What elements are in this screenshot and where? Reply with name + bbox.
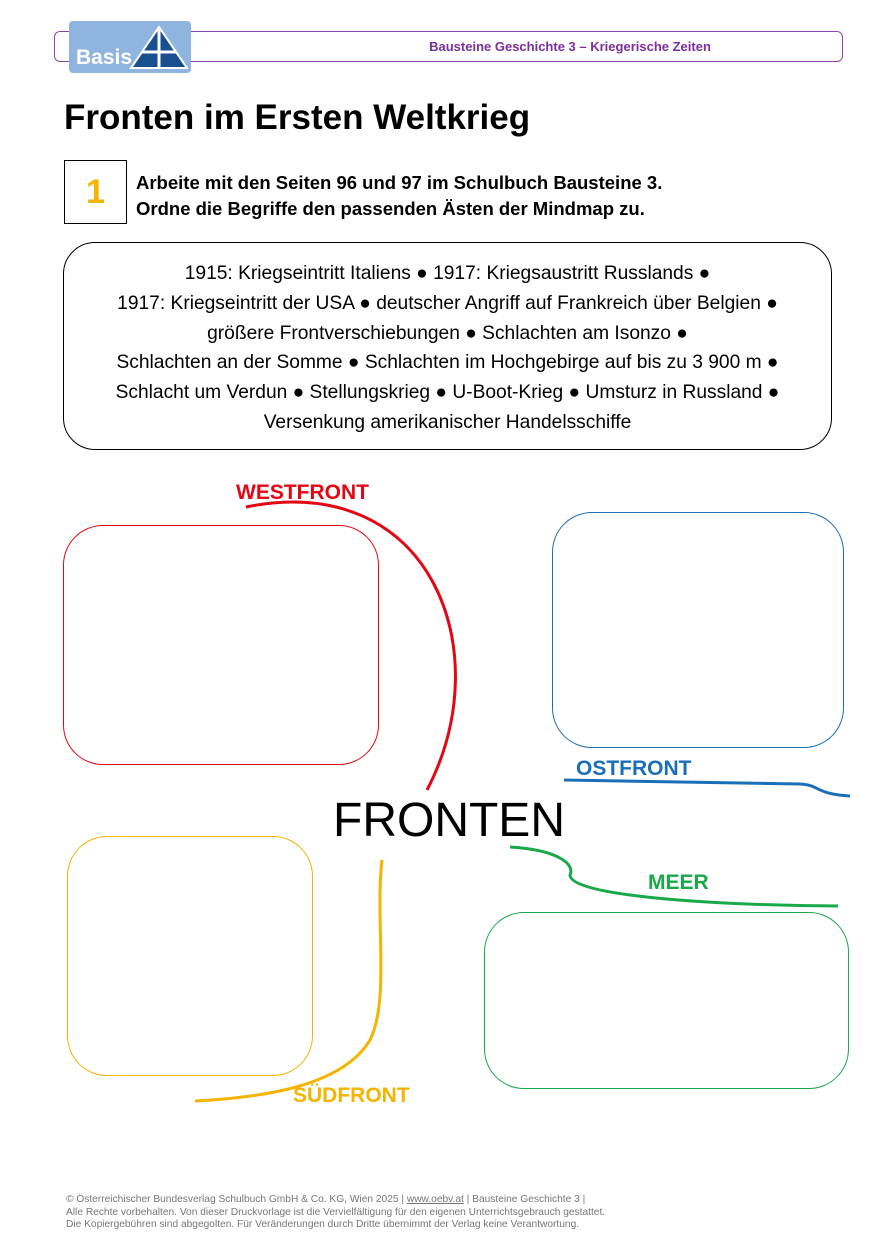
logo-text: Basis <box>76 46 133 69</box>
footer-book: | Bausteine Geschichte 3 | <box>463 1194 586 1205</box>
ostfront-branch <box>564 780 850 796</box>
suedfront-answer-box[interactable] <box>67 836 313 1076</box>
task-line-2: Ordne die Begriffe den passenden Ästen der Mindmap zu. <box>136 198 645 219</box>
term-line: 1917: Kriegseintritt der USA ● deutscher Angriff auf Frankreich über Belgien ● <box>117 292 778 314</box>
meer-label: MEER <box>648 871 709 894</box>
footer-line-2: Alle Rechte vorbehalten. Von dieser Druckvorlage ist die Vervielfältigung für den eigenen Unterrichtsgebrauch gestattet. <box>66 1206 606 1218</box>
term-line: Schlacht um Verdun ● Stellungskrieg ● U-Boot-Krieg ● Umsturz in Russland ● <box>115 382 780 404</box>
term-line: Versenkung amerikanischer Handelsschiffe <box>263 411 632 433</box>
footer-line-3: Die Kopiergebühren sind abgegolten. Für Veränderungen durch Dritte übernimmt der Verlag keine Verantwortung. <box>66 1219 580 1230</box>
suedfront-label: SÜDFRONT <box>293 1084 410 1107</box>
footer-copyright: © Österreichischer Bundesverlag Schulbuch GmbH & Co. KG, Wien 2025 | <box>66 1194 407 1205</box>
publisher-link[interactable]: www.oebv.at <box>406 1194 464 1205</box>
meer-answer-box[interactable] <box>484 912 849 1089</box>
ostfront-answer-box[interactable] <box>552 512 844 748</box>
task-line-1: Arbeite mit den Seiten 96 und 97 im Schulbuch Bausteine 3. <box>136 172 663 193</box>
header-title: Bausteine Geschichte 3 – Kriegerische Zeiten <box>429 39 711 54</box>
westfront-answer-box[interactable] <box>63 525 379 765</box>
page-title: Fronten im Ersten Weltkrieg <box>64 98 531 137</box>
task-number: 1 <box>86 172 105 211</box>
term-line: größere Frontverschiebungen ● Schlachten am Isonzo ● <box>207 322 688 344</box>
westfront-label: WESTFRONT <box>236 481 369 504</box>
ostfront-label: OSTFRONT <box>576 757 692 780</box>
term-line: Schlachten an der Somme ● Schlachten im Hochgebirge auf bis zu 3 900 m ● <box>116 352 779 374</box>
term-line: 1915: Kriegseintritt Italiens ● 1917: Kriegsaustritt Russlands ● <box>184 263 711 284</box>
footer-line-1 <box>66 1194 605 1207</box>
footer <box>66 1194 605 1232</box>
mindmap-center: FRONTEN <box>333 794 565 847</box>
